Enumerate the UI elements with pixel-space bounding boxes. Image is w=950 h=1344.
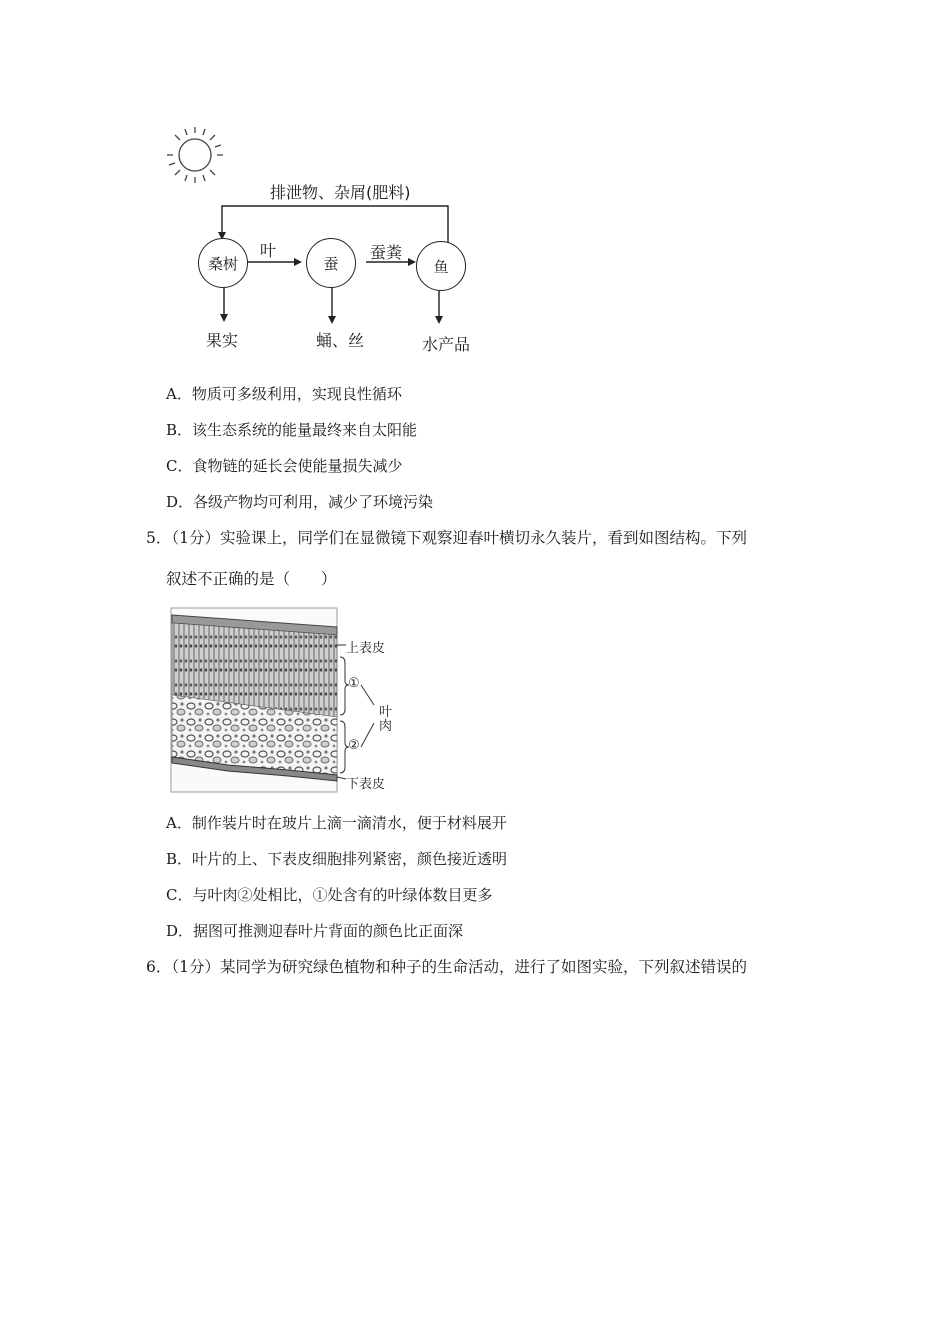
lower-epidermis-label: 下表皮 — [346, 777, 386, 792]
ecosystem-diagram — [160, 120, 500, 360]
circle-2-label: ② — [348, 738, 360, 753]
q4-option-c: C．食物链的延长会使能量损失减少 — [166, 457, 403, 475]
q5-stem-line1: 5．（1分）实验课上，同学们在显微镜下观察迎春叶横切永久装片，看到如图结构。下列 — [146, 529, 747, 547]
leaf-section-figure — [168, 605, 408, 795]
q5-option-d: D．据图可推测迎春叶片背面的颜色比正面深 — [166, 922, 464, 940]
fertilizer-label: 排泄物、杂屑(肥料) — [270, 183, 411, 202]
edge-leaf-label: 叶 — [260, 241, 277, 260]
circle-1-label: ① — [348, 676, 360, 691]
q4-option-b: B．该生态系统的能量最终来自太阳能 — [166, 421, 418, 439]
edge-feces-label: 蚕粪 — [370, 243, 403, 262]
q4-option-a: A．物质可多级利用，实现良性循环 — [166, 385, 402, 403]
output-fruit: 果实 — [206, 331, 239, 350]
node-silkworm: 蚕 — [306, 238, 356, 288]
sun-icon — [167, 127, 223, 183]
q4-option-d: D．各级产物均可利用，减少了环境污染 — [166, 493, 434, 511]
leaf-section-image — [168, 605, 408, 795]
mesophyll-label-2: 肉 — [379, 719, 393, 734]
q5-option-b: B．叶片的上、下表皮细胞排列紧密，颜色接近透明 — [166, 850, 508, 868]
q6-stem-line1: 6．（1分）某同学为研究绿色植物和种子的生命活动，进行了如图实验，下列叙述错误的 — [146, 958, 747, 976]
node-mulberry: 桑树 — [198, 238, 248, 288]
mesophyll-label-1: 叶 — [379, 705, 393, 720]
output-aquatic: 水产品 — [422, 335, 471, 354]
upper-epidermis-label: 上表皮 — [346, 641, 386, 656]
node-fish: 鱼 — [416, 241, 466, 291]
q5-option-c: C．与叶肉②处相比，①处含有的叶绿体数目更多 — [166, 886, 493, 904]
q5-stem-line2: 叙述不正确的是（ ） — [166, 570, 337, 588]
q5-option-a: A．制作装片时在玻片上滴一滴清水，便于材料展开 — [166, 814, 507, 832]
output-pupa-silk: 蛹、丝 — [316, 331, 365, 350]
